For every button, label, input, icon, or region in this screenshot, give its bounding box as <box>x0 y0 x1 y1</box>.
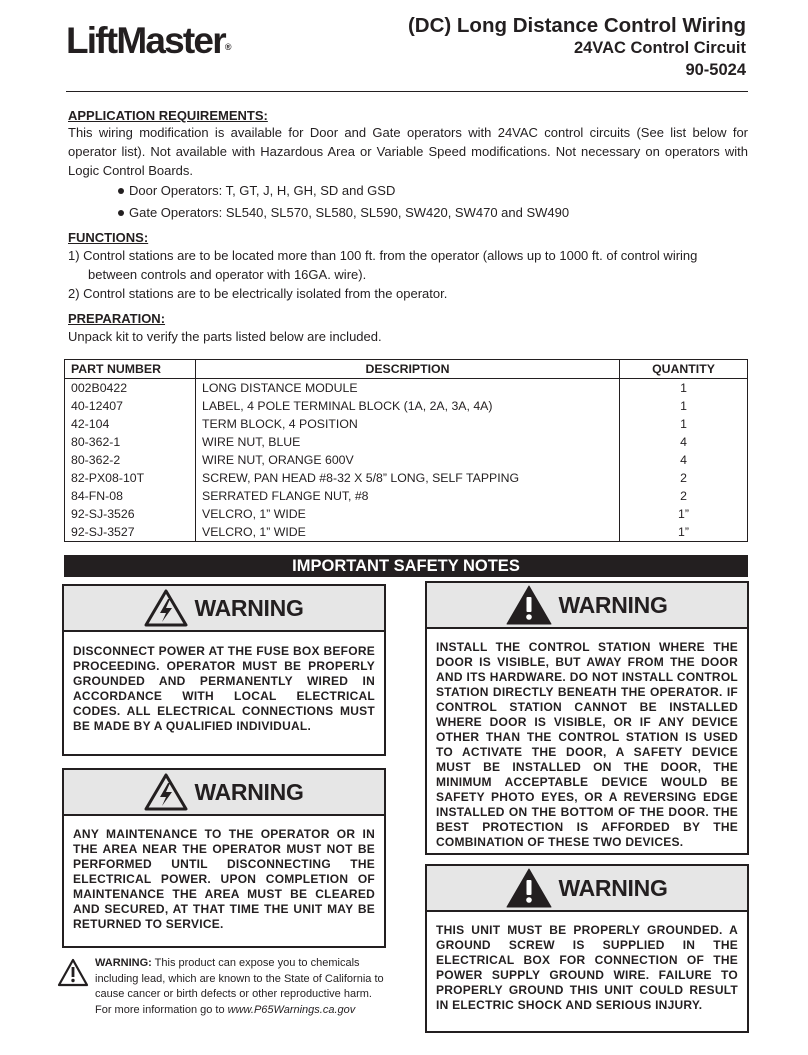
part-number-cell: 84-FN-08 <box>65 487 196 505</box>
function-item-1-cont: between controls and operator with 16GA. wire). <box>88 267 367 282</box>
bullet-door-operators <box>118 183 395 198</box>
description-cell: SCREW, PAN HEAD #8-32 X 5/8” LONG, SELF TAPPING <box>196 469 620 487</box>
table-row <box>65 505 748 523</box>
caution-triangle-icon <box>57 958 89 987</box>
quantity-cell: 1 <box>680 381 687 395</box>
part-number-cell: 42-104 <box>65 415 196 433</box>
bullet-gate-operators <box>118 205 569 220</box>
warning-box-power <box>62 584 386 756</box>
functions-list <box>68 246 697 303</box>
quantity-cell: 4 <box>680 435 687 449</box>
table-row <box>65 469 748 487</box>
warning-title: WARNING <box>558 874 668 901</box>
quantity-cell: 1” <box>678 525 689 539</box>
function-item-1: 1) Control stations are to be located more than 100 ft. from the operator (allows up to 1000 ft. of control wiring <box>68 248 698 263</box>
quantity-cell: 4 <box>680 453 687 467</box>
warning-box-grounding <box>425 864 749 1033</box>
bullet-text: Gate Operators: SL540, SL570, SL580, SL590, SW420, SW470 and SW490 <box>129 205 570 220</box>
application-text: This wiring modification is available for Door and Gate operators with 24VAC control circuits (See list below for operator list). Not available with Hazardous Area or Variable Speed modifications. Not necessary on operators with Logic Control Boards. <box>68 125 748 178</box>
function-item-2: 2) Control stations are to be electrically isolated from the operator. <box>68 286 448 301</box>
logo-text: LiftMaster <box>66 20 225 61</box>
warning-text: DISCONNECT POWER AT THE FUSE BOX BEFORE PROCEEDING. OPERATOR MUST BE PROPERLY GROUNDED AND PERMANENTLY WIRED IN ACCORDANCE WITH LOCAL ELECTRICAL CODES. ALL ELECTRICAL CONNECTIONS MUST BE MADE BY A QUALIFIED INDIVIDUAL. <box>73 644 375 733</box>
table-row <box>65 451 748 469</box>
warning-header <box>427 866 747 912</box>
table-row <box>65 523 748 542</box>
warning-header <box>64 586 384 632</box>
title-block <box>408 14 746 81</box>
prop65-line: This product can expose you to chemicals <box>151 957 360 969</box>
warning-box-maintenance <box>62 768 386 948</box>
warning-title: WARNING <box>194 778 304 805</box>
col-part-number: PART NUMBER <box>65 360 196 379</box>
description-cell: TERM BLOCK, 4 POSITION <box>196 415 620 433</box>
preparation-text: Unpack kit to verify the parts listed below are included. <box>68 329 382 344</box>
parts-table <box>64 359 748 542</box>
preparation-heading: PREPARATION: <box>68 311 166 326</box>
part-number-cell: 92-SJ-3526 <box>65 505 196 523</box>
table-row <box>65 487 748 505</box>
bullet-dot <box>118 188 124 194</box>
description-cell: LABEL, 4 POLE TERMINAL BLOCK (1A, 2A, 3A, 4A) <box>196 397 620 415</box>
prop65-line: For more information go to <box>95 1003 228 1016</box>
prop65-label: WARNING: <box>95 957 152 969</box>
liftmaster-logo <box>66 20 231 62</box>
warning-header <box>427 583 747 629</box>
description-cell: SERRATED FLANGE NUT, #8 <box>196 487 620 505</box>
header-divider <box>66 91 748 92</box>
part-number-cell: 80-362-2 <box>65 451 196 469</box>
bullet-text: Door Operators: T, GT, J, H, GH, SD and GSD <box>129 183 396 198</box>
prop65-warning <box>57 956 387 1018</box>
quantity-cell: 1 <box>680 417 687 431</box>
col-description: DESCRIPTION <box>196 360 620 379</box>
quantity-cell: 2 <box>680 471 687 485</box>
functions-heading: FUNCTIONS: <box>68 230 149 245</box>
warning-title: WARNING <box>558 591 668 618</box>
warning-text: THIS UNIT MUST BE PROPERLY GROUNDED. A GROUND SCREW IS SUPPLIED IN THE ELECTRICAL BOX FOR CONNECTION OF THE POWER SUPPLY GROUND WIRE. FAILURE TO PROPERLY GROUND THIS UNIT COULD RESULT IN ELECTRIC SHOCK AND SERIOUS INJURY. <box>436 923 738 1012</box>
prop65-line: including lead, which are known to the State of California to <box>95 972 384 985</box>
warning-triangle-icon <box>506 868 552 908</box>
description-cell: WIRE NUT, BLUE <box>196 433 620 451</box>
description-cell: WIRE NUT, ORANGE 600V <box>196 451 620 469</box>
part-number-cell: 92-SJ-3527 <box>65 523 196 542</box>
col-quantity: QUANTITY <box>620 360 748 379</box>
quantity-cell: 2 <box>680 489 687 503</box>
doc-title: (DC) Long Distance Control Wiring <box>407 14 746 37</box>
warning-text: ANY MAINTENANCE TO THE OPERATOR OR IN THE AREA NEAR THE OPERATOR MUST NOT BE PERFORMED UNTIL DISCONNECTING THE ELECTRICAL POWER. UPON COMPLETION OF MAINTENANCE THE AREA MUST BE CLEARED AND SECURED, AT THAT TIME THE UNIT MAY BE RETURNED TO SERVICE. <box>73 827 375 931</box>
doc-number: 90-5024 <box>685 61 746 79</box>
part-number-cell: 80-362-1 <box>65 433 196 451</box>
description-cell: LONG DISTANCE MODULE <box>196 379 620 398</box>
description-cell: VELCRO, 1” WIDE <box>196 505 620 523</box>
quantity-cell: 1 <box>680 399 687 413</box>
registered-mark: ® <box>224 42 232 52</box>
table-row <box>65 397 748 415</box>
quantity-cell: 1” <box>678 507 689 521</box>
warning-title: WARNING <box>194 594 304 621</box>
electrical-hazard-icon <box>144 589 188 627</box>
prop65-line: cause cancer or birth defects or other reproductive harm. <box>95 988 372 1000</box>
warning-text: INSTALL THE CONTROL STATION WHERE THE DOOR IS VISIBLE, BUT AWAY FROM THE DOOR AND ITS HARDWARE. DO NOT INSTALL CONTROL STATION DIRECTLY BENEATH THE OPERATOR. IF CONTROL STATION CANNOT BE INSTALLED WHERE DOOR IS VISIBLE, OR IF ANY DEVICE OTHER THAN THE CONTROL STATION IS USED TO ACTIVATE THE DOOR, A SAFETY DEVICE MUST BE INSTALLED ON THE DOOR, THE MINIMUM ACCEPTABLE DEVICE WOULD BE SAFETY PHOTO EYES, OR A REVERSING EDGE INSTALLED ON THE BOTTOM OF THE DOOR. THE BEST PROTECTION IS AFFORDED BY THE COMBINATION OF THESE TWO DEVICES. <box>436 640 738 849</box>
parts-table-body <box>65 379 748 542</box>
prop65-text <box>95 956 387 1018</box>
part-number-cell: 40-12407 <box>65 397 196 415</box>
table-row <box>65 415 748 433</box>
safety-banner: IMPORTANT SAFETY NOTES <box>64 555 748 577</box>
description-cell: VELCRO, 1” WIDE <box>196 523 620 542</box>
prop65-link[interactable]: www.P65Warnings.ca.gov <box>227 1003 356 1016</box>
table-header-row <box>65 360 748 379</box>
warning-box-control-station <box>425 581 749 855</box>
electrical-hazard-icon <box>144 773 188 811</box>
bullet-dot <box>118 210 124 216</box>
part-number-cell: 82-PX08-10T <box>65 469 196 487</box>
warning-header <box>64 770 384 816</box>
doc-subtitle: 24VAC Control Circuit <box>573 39 746 57</box>
warning-triangle-icon <box>506 585 552 625</box>
table-row <box>65 379 748 398</box>
part-number-cell: 002B0422 <box>65 379 196 398</box>
application-heading: APPLICATION REQUIREMENTS: <box>68 108 268 123</box>
table-row <box>65 433 748 451</box>
